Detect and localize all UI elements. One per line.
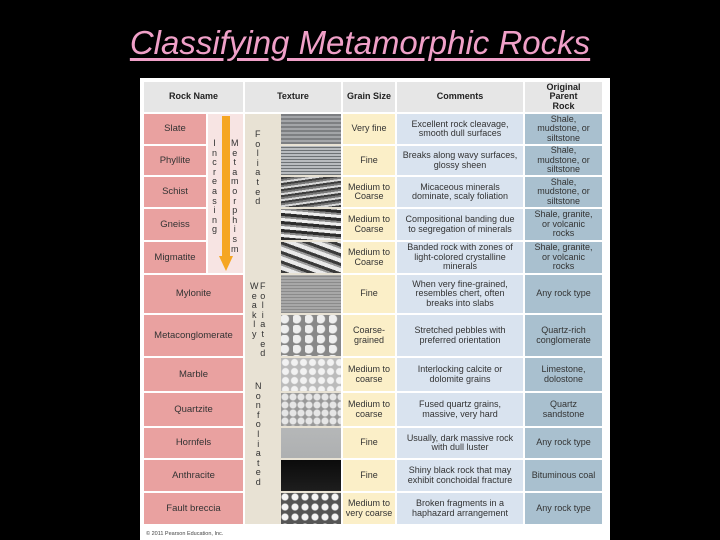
comment-phyllite: Breaks along wavy surfaces, glossy sheen [397, 146, 523, 175]
header-comments: Comments [397, 82, 523, 112]
parent-rock-marble: Limestone, dolostone [525, 358, 602, 391]
parent-rock-fault-breccia: Any rock type [525, 493, 602, 524]
parent-rock-gneiss: Shale, granite, or volcanic rocks [525, 209, 602, 240]
texture-swatch-mylonite [281, 275, 341, 313]
comment-fault-breccia: Broken fragments in a haphazard arrangement [397, 493, 523, 524]
comment-slate: Excellent rock cleavage, smooth dull surfaces [397, 114, 523, 144]
label-foliated: F o l i a t e d [255, 129, 261, 207]
parent-rock-migmatite: Shale, granite, or volcanic rocks [525, 242, 602, 273]
comment-marble: Interlocking calcite or dolomite grains [397, 358, 523, 391]
parent-rock-hornfels: Any rock type [525, 428, 602, 458]
texture-swatch-migmatite [281, 242, 341, 273]
texture-swatch-anthracite [281, 460, 341, 491]
parent-rock-mylonite: Any rock type [525, 275, 602, 313]
grain-size-quartzite: Medium to coarse [343, 393, 395, 426]
grain-size-fault-breccia: Medium to very coarse [343, 493, 395, 524]
texture-swatch-gneiss [281, 209, 341, 240]
parent-rock-anthracite: Bituminous coal [525, 460, 602, 491]
texture-swatch-metaconglomerate [281, 315, 341, 356]
parent-rock-quartzite: Quartz sandstone [525, 393, 602, 426]
label-metamorphism: M e t a m o r p h i s m [231, 138, 239, 254]
grain-size-slate: Very fine [343, 114, 395, 144]
texture-swatch-hornfels [281, 428, 341, 458]
rock-name-quartzite: Quartzite [144, 393, 243, 426]
texture-swatch-schist [281, 177, 341, 207]
grain-size-migmatite: Medium to Coarse [343, 242, 395, 273]
comment-mylonite: When very fine-grained, resembles chert, often breaks into slabs [397, 275, 523, 313]
comment-schist: Micaceous minerals dominate, scaly foliation [397, 177, 523, 207]
label-weakly-foliated: F o l i a t e d [260, 281, 266, 359]
comment-quartzite: Fused quartz grains, massive, very hard [397, 393, 523, 426]
rock-name-mylonite: Mylonite [144, 275, 243, 313]
grain-size-mylonite: Fine [343, 275, 395, 313]
header-grain-size: Grain Size [343, 82, 395, 112]
comment-hornfels: Usually, dark massive rock with dull luster [397, 428, 523, 458]
grain-size-metaconglomerate: Coarse-grained [343, 315, 395, 356]
rock-name-schist: Schist [144, 177, 206, 207]
copyright-text: © 2011 Pearson Education, Inc. [146, 531, 224, 537]
table-grid [144, 82, 606, 524]
comment-gneiss: Compositional banding due to segregation of minerals [397, 209, 523, 240]
header-texture: Texture [245, 82, 341, 112]
header-rock-name: Rock Name [144, 82, 243, 112]
comment-migmatite: Banded rock with zones of light-colored crystalline minerals [397, 242, 523, 273]
parent-rock-slate: Shale, mudstone, or siltstone [525, 114, 602, 144]
slide-title: Classifying Metamorphic Rocks [129, 24, 591, 61]
parent-rock-metaconglomerate: Quartz-rich conglomerate [525, 315, 602, 356]
rock-name-gneiss: Gneiss [144, 209, 206, 240]
grain-size-gneiss: Medium to Coarse [343, 209, 395, 240]
rock-name-migmatite: Migmatite [144, 242, 206, 273]
parent-rock-schist: Shale, mudstone, or siltstone [525, 177, 602, 207]
grain-size-phyllite: Fine [343, 146, 395, 175]
rock-name-slate: Slate [144, 114, 206, 144]
classification-table [140, 78, 610, 540]
rock-name-fault-breccia: Fault breccia [144, 493, 243, 524]
texture-swatch-slate [281, 114, 341, 144]
comment-anthracite: Shiny black rock that may exhibit conchoidal fracture [397, 460, 523, 491]
rock-name-phyllite: Phyllite [144, 146, 206, 175]
parent-rock-phyllite: Shale, mudstone, or siltstone [525, 146, 602, 175]
label-nonfoliated: N o n f o l i a t e d [255, 381, 262, 487]
rock-name-hornfels: Hornfels [144, 428, 243, 458]
texture-swatch-fault-breccia [281, 493, 341, 524]
texture-swatch-phyllite [281, 146, 341, 175]
header-parent-rock: Original Parent Rock [525, 82, 602, 112]
grain-size-marble: Medium to coarse [343, 358, 395, 391]
texture-swatch-quartzite [281, 393, 341, 426]
grain-size-hornfels: Fine [343, 428, 395, 458]
grain-size-anthracite: Fine [343, 460, 395, 491]
rock-name-anthracite: Anthracite [144, 460, 243, 491]
rock-name-metaconglomerate: Metaconglomerate [144, 315, 243, 356]
rock-name-marble: Marble [144, 358, 243, 391]
comment-metaconglomerate: Stretched pebbles with preferred orientation [397, 315, 523, 356]
grain-size-schist: Medium to Coarse [343, 177, 395, 207]
label-increasing: I n c r e a s i n g [212, 138, 218, 235]
label-weakly: W e a k l y [250, 281, 259, 339]
texture-swatch-marble [281, 358, 341, 391]
